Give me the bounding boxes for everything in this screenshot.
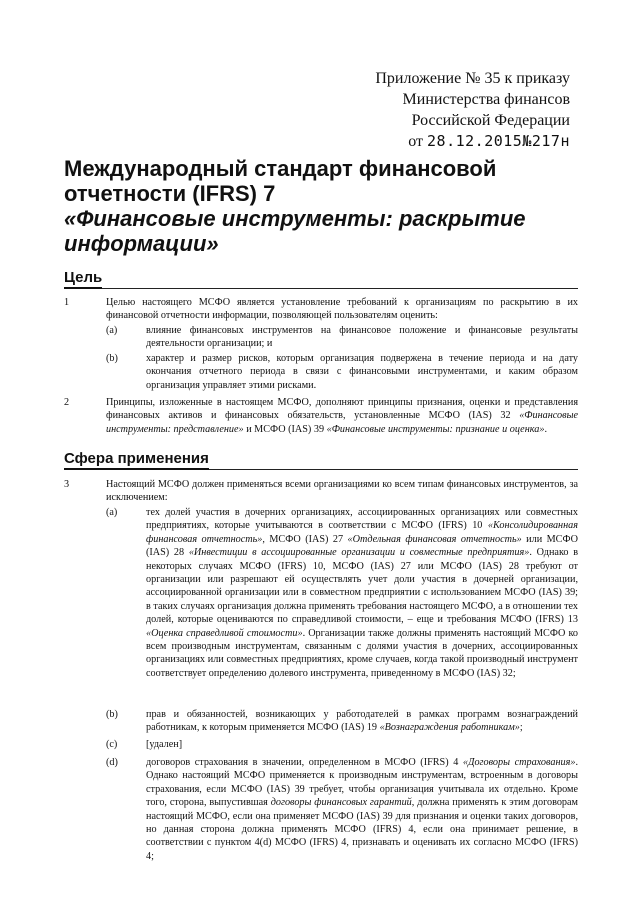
paragraph-number: 1 (64, 297, 70, 308)
text-run: ; (519, 722, 523, 734)
item-letter: (a) (106, 507, 118, 518)
text-run: , должна применять к этим договорам настоящий МСФО, если она применяет МСФО (IAS) 39 для признания и оценки таких договоров, но данная сторона должна применять МСФО (IFRS) 4, если она принимает решение, в соответствии с пунктом 4(d) МСФО (IFRS) 4, признавать и оценивать их согласно МСФО (IFRS) 4; (146, 797, 578, 862)
text-run: , МСФО (IAS) 27 (262, 533, 348, 545)
paragraph-2 (106, 396, 578, 436)
item-letter: (b) (106, 353, 118, 364)
text-run: тех долей участия в дочерних организациях, ассоциированных организациях или совместных предприятиях, которые учитываются в соответствии с МСФО (IFRS) 10 (146, 507, 578, 532)
appendix-line-3: Российской Федерации (411, 112, 570, 129)
italic-run: «Оценка справедливой стоимости» (146, 627, 303, 639)
italic-run: «Финансовые инструменты: признание и оценка» (326, 423, 545, 435)
text-run: . Однако настоящий МСФО применяется к производным инструментам, встроенным в договоры страхования, если МСФО (IAS) 39 требует, чтобы организация учитывала их отдельно. Кроме того, сторона, выпустившая (146, 757, 578, 809)
text-run: и МСФО (IAS) 39 (243, 423, 327, 435)
text-run: Принципы, изложенные в настоящем МСФО, дополняют принципы признания, оценки и представления финансовых активов и финансовых обязательств, установленные МСФО (IAS) 32 (106, 397, 578, 422)
paragraph-1b: характер и размер рисков, которым организация подвержена в течение периода и на дату окончания отчетного периода в связи с финансовыми инструментами, и каким образом организация управляет этими рисками. (146, 353, 578, 391)
italic-run: «Вознаграждения работникам» (379, 722, 520, 734)
handwritten-date: 28.12.2015№217н (427, 132, 570, 150)
italic-run: «Договоры страхования» (462, 757, 576, 768)
item-letter: (a) (106, 325, 118, 336)
appendix-line-1: Приложение № 35 к приказу (375, 70, 570, 87)
appendix-note (375, 68, 570, 152)
text-run: . Однако в некоторых случаях МСФО (IFRS) 10, МСФО (IAS) 27 или МСФО (IAS) 28 требуют от организации или разрешают ей осуществлять учет доли участия в дочерней организации, ассоциированной организации или в совместном предприятии с использованием МСФО (IAS) 39; в таких случаях организация должна применять требования настоящего МСФО, а в отношении тех долей, которые оцениваются по справедливой стоимости, – еще и требования МСФО (IFRS) 13 (146, 547, 579, 626)
text-run: договоров страхования в значении, определенном в МСФО (IFRS) 4 (146, 757, 463, 768)
paragraph-3c: [удален] (146, 739, 183, 750)
section-heading-objective (64, 269, 578, 289)
italic-run: «Инвестиции в ассоциированные организации и совместные предприятия» (188, 547, 530, 559)
text-run: или МСФО (IAS) 28 (146, 533, 578, 559)
paragraph-1a: влияние финансовых инструментов на финансовое положение и финансовые результаты деятельности организации; и (146, 325, 578, 350)
item-letter: (b) (106, 709, 118, 720)
paragraph-3d (146, 756, 578, 863)
paragraph-number: 2 (64, 397, 70, 408)
appendix-date (375, 131, 570, 152)
date-prefix: от (408, 133, 424, 150)
scope-heading-text: Сфера применения (64, 450, 209, 470)
paragraph-3a (146, 506, 578, 680)
text-run: . (544, 423, 547, 435)
document-subtitle: «Финансовые инструменты: раскрытие информации» (64, 206, 526, 256)
item-letter: (d) (106, 757, 118, 768)
italic-run: «Финансовые инструменты: представление» (106, 410, 578, 435)
section-heading-scope (64, 450, 578, 470)
objective-heading-text: Цель (64, 269, 102, 289)
paragraph-3: Настоящий МСФО должен применяться всеми организациями ко всем типам финансовых инструментов, за исключением: (106, 479, 578, 504)
text-run: . Организации также должны применять настоящий МСФО ко всем производным инструментам, связанным с долями участия в дочерних, ассоциированных организациях или совместных предприятиях, кроме случаев, когда такой производный инструмент соответствует определению долевого инструмента, приведенному в МСФО (IAS) 32; (146, 627, 579, 679)
paragraph-1: Целью настоящего МСФО является установление требований к организациям по раскрытию в их финансовой отчетности информации, позволяющей пользователям оценить: (106, 297, 578, 322)
text-run: прав и обязанностей, возникающих у работодателей в рамках программ вознаграждений работникам, к которым применяется МСФО (IAS) 19 (146, 709, 578, 734)
document-title: Международный стандарт финансовой отчетности (IFRS) 7 (64, 156, 497, 206)
appendix-line-2: Министерства финансов (402, 91, 570, 108)
italic-run: «Консолидированная финансовая отчетность» (146, 520, 578, 545)
paragraph-number: 3 (64, 479, 70, 490)
italic-run: договоры финансовых гарантий (270, 797, 412, 809)
paragraph-3b (146, 708, 578, 735)
item-letter: (c) (106, 739, 118, 750)
italic-run: «Отдельная финансовая отчетность» (347, 533, 522, 545)
